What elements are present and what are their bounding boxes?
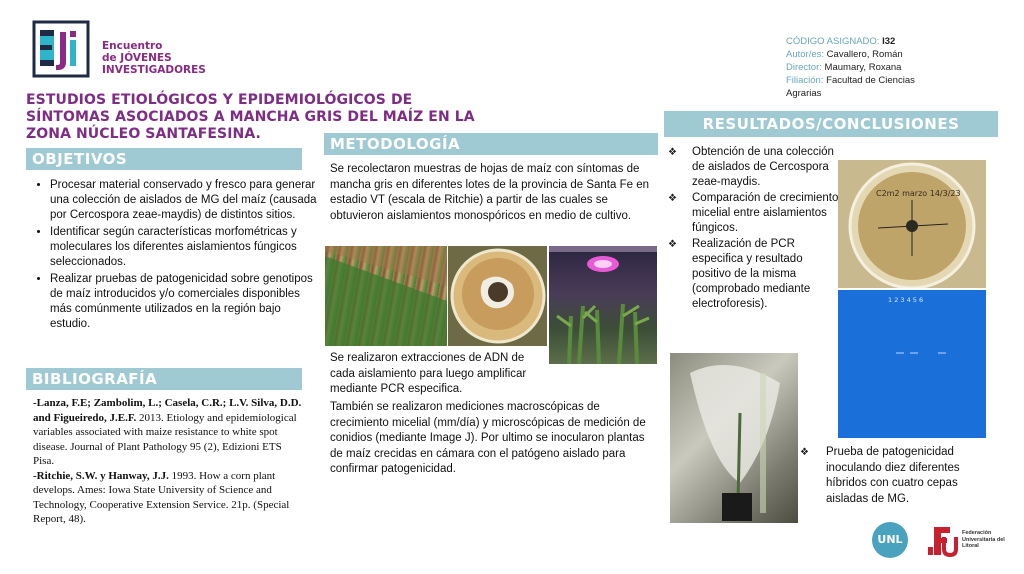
objetivos-list: [30, 178, 322, 334]
reference-2: [33, 469, 303, 527]
resultado-text: Realización de PCR especifica y resultado positivo de la misma (comprobado mediante electroforesis).: [692, 238, 811, 310]
section-heading-bibliografia: BIBLIOGRAFÍA: [26, 368, 302, 390]
resultados-list: [666, 145, 841, 313]
reference-2-authors: -Ritchie, S.W. y Hanway, J.J.: [33, 469, 169, 482]
logo-line-1: Encuentro: [102, 40, 163, 52]
resultado-item: [666, 145, 841, 190]
affiliation-value: Facultad de Ciencias Agrarias: [786, 75, 915, 99]
objetivo-item: • Identificar según características morfométricas y moleculares los diferentes aislamientos fúngicos seleccionados.: [50, 225, 322, 270]
dish-label: C2m2 marzo 14/3/23: [876, 189, 961, 198]
metodologia-paragraph-1: Se recolectaron muestras de hojas de maíz con síntomas de mancha gris en diferentes lotes de la provincia de Santa Fe en estadio VT (escala de Ritchie) a partir de las cuales se obtuvieron aislamientos monospóricos en medio de cultivo.: [330, 163, 649, 222]
author-label: Autor/es:: [786, 49, 825, 60]
logo-line-3: INVESTIGADORES: [102, 64, 206, 76]
pathogenicity-result: [800, 445, 985, 507]
fu-logo-icon: [928, 523, 966, 559]
affiliation-label: Filiación:: [786, 75, 824, 86]
bullet-diamond-icon: ❖: [800, 447, 809, 458]
bullet-diamond-icon: ❖: [668, 239, 677, 250]
code-label: CÓDIGO ASIGNADO:: [786, 36, 880, 47]
objetivo-item: • Realizar pruebas de patogenicidad sobre genotipos de maíz introducidos y/o comerciales disponibles más comúnmente utilizados en la región bajo estudio.: [50, 272, 322, 332]
electrophoresis-gel-photo: [838, 290, 986, 438]
leaf-lesion-photo: [325, 246, 447, 346]
bullet-diamond-icon: ❖: [668, 147, 677, 158]
objetivo-item: • Procesar material conservado y fresco para generar una colección de aislados de MG del maíz (causada por Cercospora zeae-maydis) de distintos sitios.: [50, 178, 322, 223]
growth-chamber-photo: [549, 246, 657, 364]
petri-dish-culture-photo: [448, 246, 547, 346]
code-value: I32: [882, 36, 896, 47]
gel-lane-numbers: 1 2 3 4 5 6: [888, 296, 924, 304]
fu-logo-text: Federación Universitaria del Litoral: [962, 530, 1005, 549]
reference-1-authors: -Lanza, F.E; Zambolim, L.; Casela, C.R.; L.V. Silva, D.D. and Figueiredo, J.E.F.: [33, 397, 302, 424]
bullet-diamond-icon: ❖: [668, 193, 677, 204]
unl-logo: UNL: [872, 522, 908, 558]
bibliography: [33, 396, 303, 527]
director-value: Maumary, Roxana: [824, 62, 902, 73]
section-heading-resultados: RESULTADOS/CONCLUSIONES: [664, 111, 998, 137]
resultado-item: [666, 237, 841, 312]
metodologia-paragraph-2: Se realizaron extracciones de ADN de cada aislamiento para luego amplificar mediante PCR especifica.: [330, 352, 527, 395]
section-heading-objetivos: OBJETIVOS: [26, 148, 302, 170]
section-heading-metodologia: METODOLOGÍA: [324, 133, 658, 155]
reference-1-text: 2013. Etiology and epidemiological variables associated with maize resistance to white spot disease. Journal of Plant Pathology 95 (2), Edizioni ETS Pisa.: [33, 411, 297, 467]
logo-wordmark: [102, 40, 206, 76]
pathogenicity-text: Prueba de patogenicidad inoculando diez diferentes híbridos con cuatro cepas aisladas de MG.: [826, 446, 960, 505]
reference-2-text: 1993. How a corn plant develops. Ames: Iowa State University of Science and Technology, Cooperative Extension Service. 21p. (Special Report, 48).: [33, 469, 290, 525]
resultado-text: Comparación de crecimiento micelial entre aislamientos fúngicos.: [692, 192, 839, 234]
resultado-text: Obtención de una colección de aislados de Cercospora zeae-maydis.: [692, 146, 834, 188]
poster-meta: [786, 35, 986, 100]
poster-title: ESTUDIOS ETIOLÓGICOS Y EPIDEMIOLÓGICOS DE SÍNTOMAS ASOCIADOS A MANCHA GRIS DEL MAÍZ EN LA ZONA NÚCLEO SANTAFESINA.: [26, 92, 475, 142]
eji-logo: [30, 18, 92, 80]
reference-1: [33, 396, 303, 469]
logo-line-2: de JÓVENES: [102, 52, 172, 64]
director-label: Director:: [786, 62, 822, 73]
petri-dish-measurement-photo: [838, 160, 986, 288]
inoculated-plant-bag-photo: [670, 353, 798, 523]
resultado-item: [666, 191, 841, 236]
metodologia-paragraph-3: También se realizaron mediciones macroscópicas de crecimiento micelial (mm/día) y microscópicas de medición de conidios (mediante Image J). Por ultimo se inocularon plantas de maíz crecidas en cámara con el patógeno aislado para confirmar patogenicidad.: [330, 401, 646, 475]
author-value: Cavallero, Román: [826, 49, 903, 60]
